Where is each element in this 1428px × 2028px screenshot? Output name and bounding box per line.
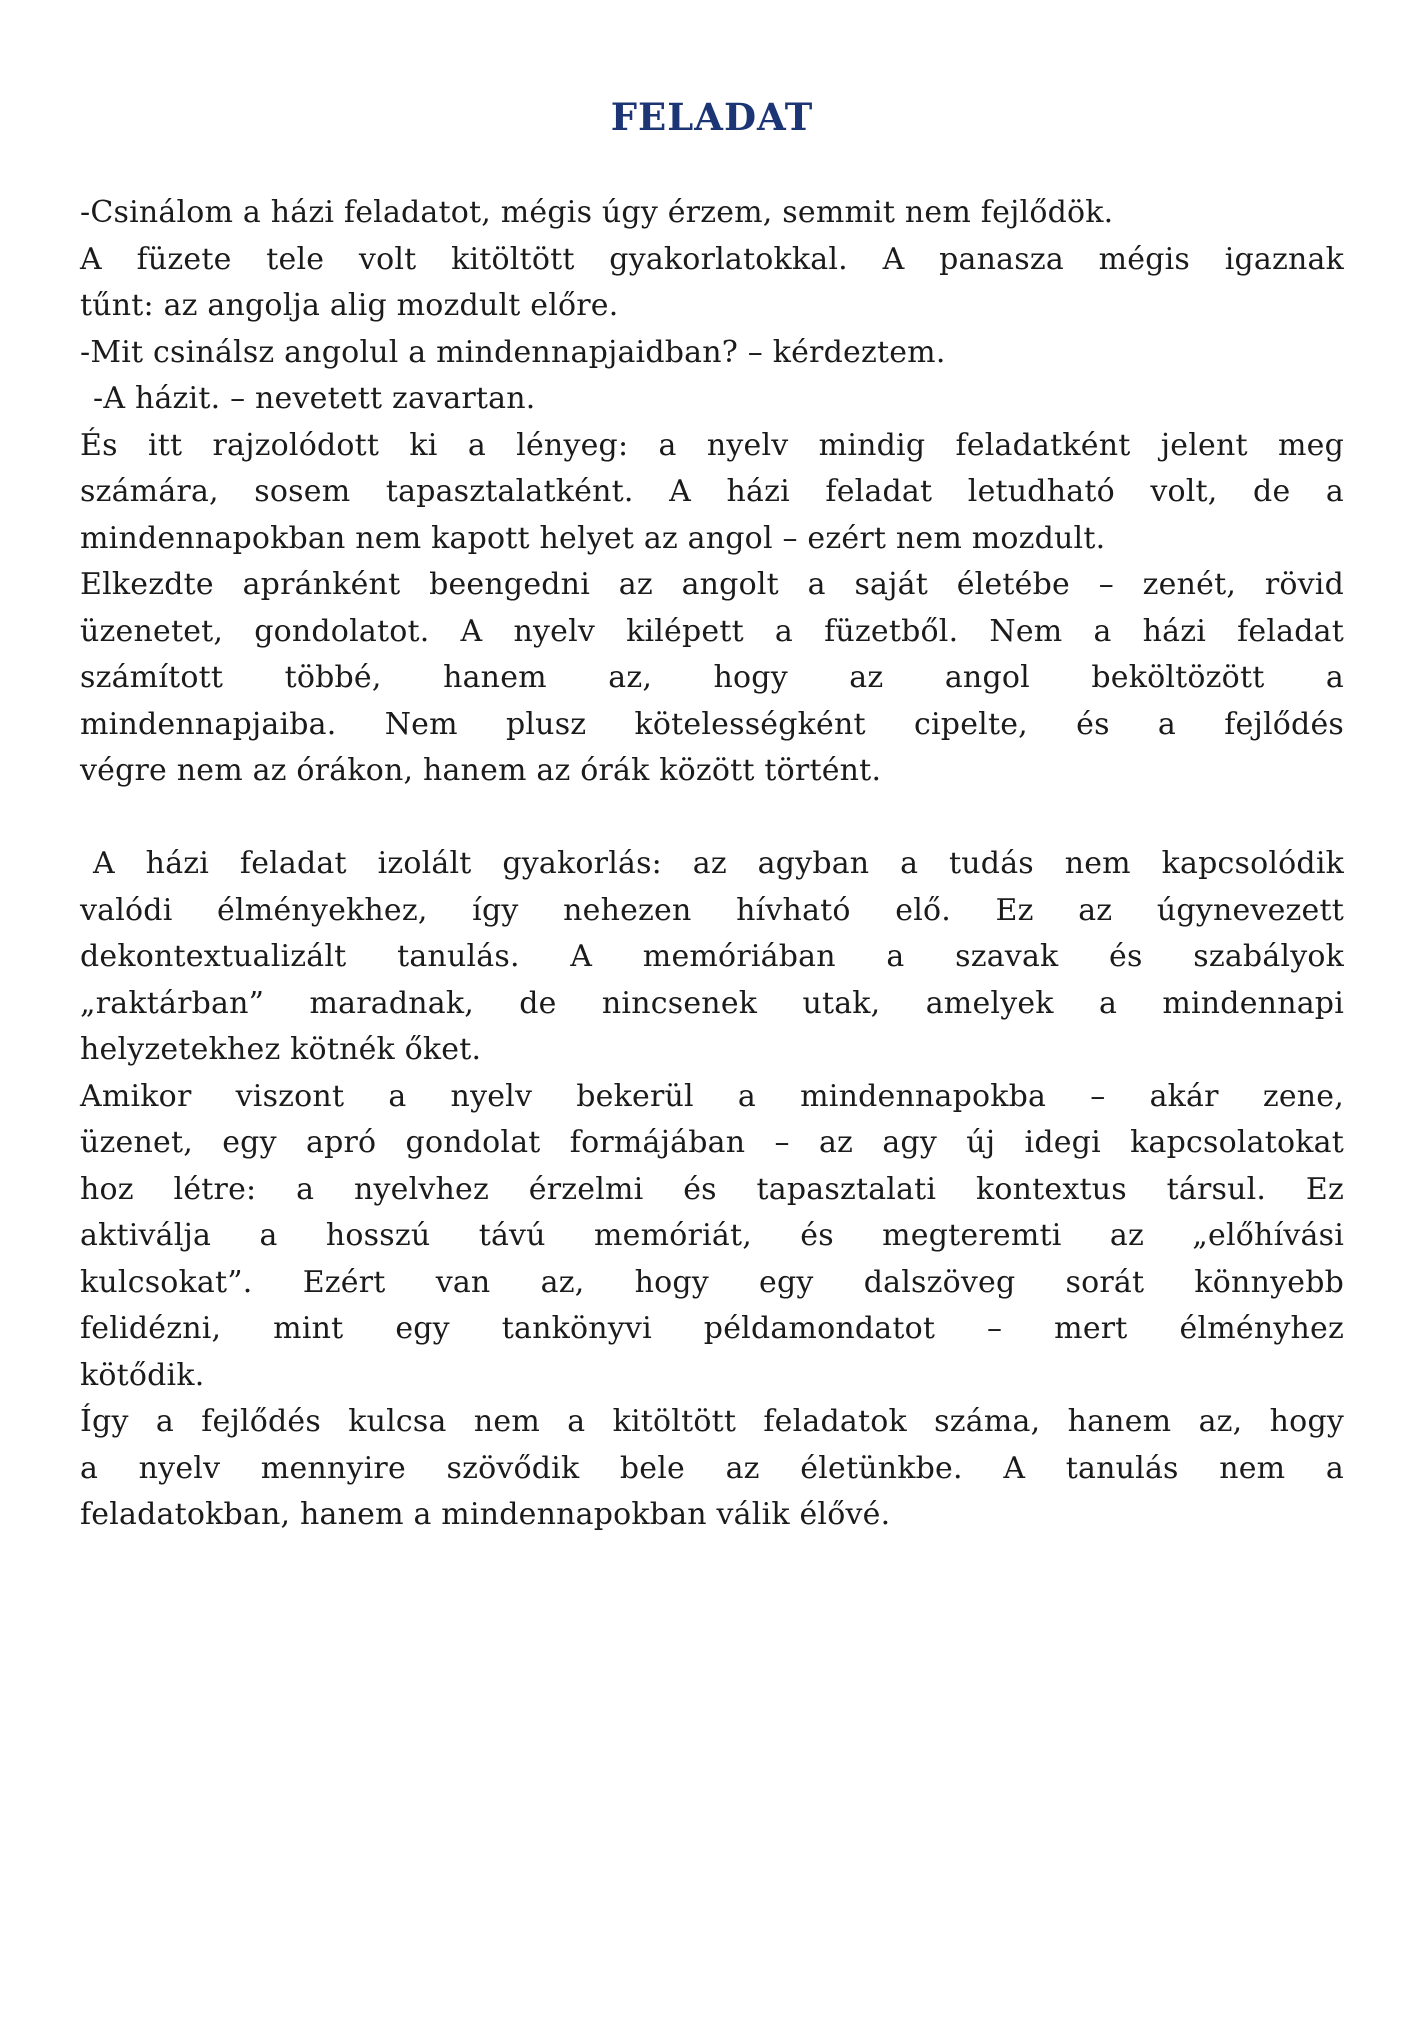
paragraph (80, 841, 1344, 1074)
text-line: kötődik. (80, 1357, 205, 1393)
text-line: a nyelv mennyire szövődik bele az életünkbe. A tanulás nem a (80, 1450, 1344, 1486)
text-line: végre nem az órákon, hanem az órák között történt. (80, 753, 882, 788)
text-line: üzenet, egy apró gondolat formájában – az agy új idegi kapcsolatokat (80, 1125, 1344, 1160)
paragraph (80, 1399, 1344, 1539)
text-line: üzenetet, gondolatot. A nyelv kilépett a füzetből. Nem a házi feladat (80, 613, 1344, 649)
text-line: felidézni, mint egy tankönyvi példamondatot – mert élményhez (80, 1311, 1344, 1346)
text-line: -Csinálom a házi feladatot, mégis úgy érzem, semmit nem fejlődök. (80, 195, 1114, 230)
paragraph (80, 376, 1344, 423)
text-line: Így a fejlődés kulcsa nem a kitöltött feladatok száma, hanem az, hogy (80, 1404, 1344, 1439)
text-line: számára, sosem tapasztalatként. A házi feladat letudható volt, de a (80, 474, 1344, 509)
document-body (80, 190, 1344, 1539)
text-line: számított többé, hanem az, hogy az angol beköltözött a (80, 660, 1344, 695)
text-line: -Mit csinálsz angolul a mindennapjaidban? – kérdeztem. (80, 334, 946, 370)
text-line: tűnt: az angolja alig mozdult előre. (80, 288, 619, 323)
text-line: A füzete tele volt kitöltött gyakorlatokkal. A panasza mégis igaznak (80, 241, 1344, 277)
paragraph (80, 423, 1344, 563)
text-line: hoz létre: a nyelvhez érzelmi és tapasztalati kontextus társul. Ez (80, 1171, 1344, 1207)
paragraph (80, 1074, 1344, 1400)
paragraph (80, 237, 1344, 330)
text-line: Amikor viszont a nyelv bekerül a mindennapokba – akár zene, (80, 1078, 1344, 1114)
text-line: feladatokban, hanem a mindennapokban válik élővé. (80, 1497, 891, 1532)
text-line: aktiválja a hosszú távú memóriát, és megteremti az „előhívási (80, 1218, 1344, 1253)
paragraph (80, 562, 1344, 795)
text-line: Elkezdte apránként beengedni az angolt a saját életébe – zenét, rövid (80, 567, 1344, 602)
paragraph (80, 190, 1344, 237)
paragraph (80, 330, 1344, 377)
text-line: dekontextualizált tanulás. A memóriában a szavak és szabályok (80, 939, 1344, 974)
text-line: A házi feladat izolált gyakorlás: az agyban a tudás nem kapcsolódik (93, 846, 1344, 881)
text-line: valódi élményekhez, így nehezen hívható elő. Ez az úgynevezett (80, 892, 1344, 928)
text-line: „raktárban” maradnak, de nincsenek utak, amelyek a mindennapi (80, 985, 1344, 1021)
text-line: mindennapokban nem kapott helyet az angol – ezért nem mozdult. (80, 520, 1106, 556)
text-line: És itt rajzolódott ki a lényeg: a nyelv mindig feladatként jelent meg (80, 427, 1344, 463)
text-line: mindennapjaiba. Nem plusz kötelességként cipelte, és a fejlődés (80, 706, 1344, 742)
text-line: helyzetekhez kötnék őket. (80, 1032, 482, 1067)
document-title: FELADAT (610, 95, 814, 139)
text-line: kulcsokat”. Ezért van az, hogy egy dalszöveg sorát könnyebb (80, 1264, 1344, 1300)
text-line: -A házit. – nevetett zavartan. (93, 381, 536, 416)
